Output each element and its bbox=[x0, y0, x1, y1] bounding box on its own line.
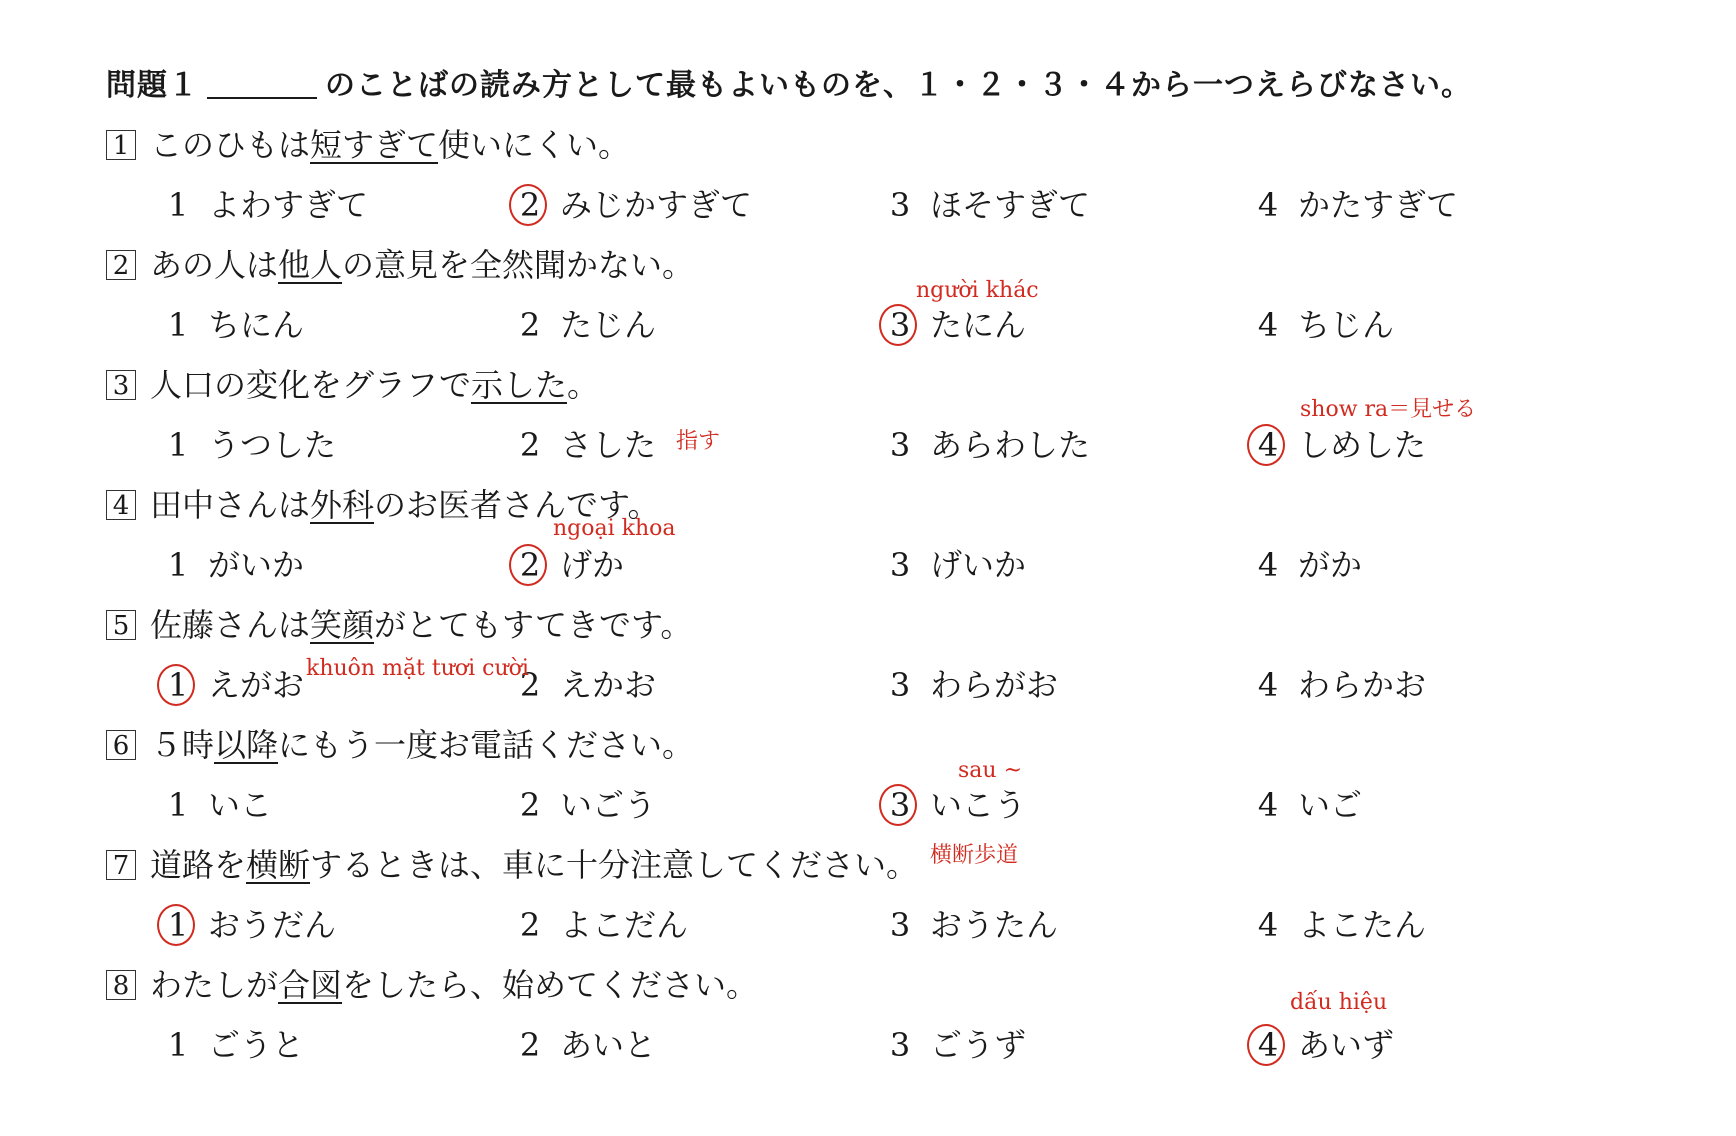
option-number: 1 bbox=[167, 546, 189, 584]
question-stem bbox=[106, 840, 918, 886]
question-number: 1 bbox=[106, 130, 136, 160]
answer-option-4[interactable] bbox=[1250, 660, 1426, 706]
answer-option-4[interactable] bbox=[1250, 1020, 1394, 1066]
option-text: あいと bbox=[560, 1026, 657, 1064]
option-number: 2 bbox=[519, 426, 541, 464]
option-text: かたすぎて bbox=[1298, 186, 1459, 224]
answer-option-2[interactable] bbox=[512, 180, 752, 226]
question-number: 3 bbox=[106, 370, 136, 400]
option-text: ほそすぎて bbox=[930, 186, 1091, 224]
answer-option-4[interactable] bbox=[1250, 900, 1426, 946]
answer-option-3[interactable] bbox=[882, 1020, 1026, 1066]
option-text: みじかすぎて bbox=[560, 186, 753, 224]
option-text: おうだん bbox=[208, 906, 337, 944]
stem-text-before: 佐藤さんは bbox=[150, 606, 311, 644]
question-stem bbox=[106, 960, 758, 1006]
option-number: 3 bbox=[889, 666, 911, 704]
option-text: ちじん bbox=[1298, 306, 1395, 344]
question-stem bbox=[106, 120, 630, 166]
selected-option-number: 3 bbox=[882, 785, 918, 825]
question-number: 4 bbox=[106, 490, 136, 520]
answer-option-1[interactable] bbox=[160, 180, 368, 226]
option-number: 2 bbox=[519, 306, 541, 344]
option-text: あいず bbox=[1298, 1026, 1395, 1064]
handwritten-note-q3a: 指す bbox=[676, 429, 721, 454]
underlined-word: 外科 bbox=[310, 486, 375, 524]
handwritten-note-q4: ngoại khoa bbox=[553, 516, 676, 541]
stem-text-before: 道路を bbox=[150, 846, 247, 884]
selected-option-number: 4 bbox=[1250, 1025, 1286, 1065]
option-text: ごうと bbox=[208, 1026, 305, 1064]
option-number: 1 bbox=[167, 1026, 189, 1064]
answer-option-4[interactable] bbox=[1250, 180, 1458, 226]
option-text: おうたん bbox=[930, 906, 1059, 944]
option-text: ごうず bbox=[930, 1026, 1027, 1064]
option-number: 2 bbox=[519, 1026, 541, 1064]
answer-option-1[interactable] bbox=[160, 900, 336, 946]
answer-option-2[interactable] bbox=[512, 780, 656, 826]
answer-option-1[interactable] bbox=[160, 540, 304, 586]
question-stem bbox=[106, 600, 692, 646]
answer-option-3[interactable] bbox=[882, 420, 1090, 466]
underlined-word: 合図 bbox=[278, 966, 343, 1004]
selected-option-number: 1 bbox=[160, 665, 196, 705]
instruction-text: のことばの読み方として最もよいものを、１・２・３・４から一つえらびなさい。 bbox=[325, 68, 1472, 103]
handwritten-note-q7: 横断歩道 bbox=[930, 843, 1019, 868]
stem-text-after: にもう一度お電話ください。 bbox=[278, 726, 695, 764]
stem-text-after: の意見を全然聞かない。 bbox=[342, 246, 695, 284]
stem-text-before: このひもは bbox=[150, 126, 311, 164]
option-text: いこ bbox=[208, 786, 273, 824]
option-number: 1 bbox=[167, 306, 189, 344]
selected-option-number: 4 bbox=[1250, 425, 1286, 465]
answer-option-1[interactable] bbox=[160, 1020, 304, 1066]
option-text: うつした bbox=[208, 426, 337, 464]
answer-option-1[interactable] bbox=[160, 300, 304, 346]
stem-text-before: 人口の変化をグラフで bbox=[150, 366, 471, 404]
stem-text-after: がとてもすてきです。 bbox=[374, 606, 693, 644]
question-number: 8 bbox=[106, 970, 136, 1000]
option-text: たじん bbox=[560, 306, 657, 344]
answer-option-2[interactable] bbox=[512, 540, 624, 586]
option-text: よわすぎて bbox=[208, 186, 369, 224]
answer-option-3[interactable] bbox=[882, 780, 1026, 826]
option-number: 3 bbox=[889, 1026, 911, 1064]
answer-option-3[interactable] bbox=[882, 180, 1090, 226]
answer-option-3[interactable] bbox=[882, 660, 1058, 706]
option-text: よこたん bbox=[1298, 906, 1427, 944]
selected-option-number: 1 bbox=[160, 905, 196, 945]
answer-option-2[interactable] bbox=[512, 420, 656, 466]
question-stem bbox=[106, 720, 694, 766]
option-text: いこう bbox=[930, 786, 1027, 824]
answer-option-1[interactable] bbox=[160, 420, 336, 466]
underlined-word: 他人 bbox=[278, 246, 343, 284]
stem-text-before: 田中さんは bbox=[150, 486, 311, 524]
option-number: 4 bbox=[1257, 186, 1279, 224]
option-number: 2 bbox=[519, 786, 541, 824]
option-number: 4 bbox=[1257, 306, 1279, 344]
instructions-heading bbox=[106, 60, 1472, 104]
stem-text-after: のお医者さんです。 bbox=[374, 486, 660, 524]
option-text: がか bbox=[1298, 546, 1363, 584]
answer-option-4[interactable] bbox=[1250, 540, 1362, 586]
option-number: 1 bbox=[167, 426, 189, 464]
question-stem bbox=[106, 360, 599, 406]
stem-text-after: 。 bbox=[566, 366, 599, 404]
stem-text-after: 使いにくい。 bbox=[438, 126, 631, 164]
underlined-word: 以降 bbox=[214, 726, 279, 764]
underlined-word: 横断 bbox=[246, 846, 311, 884]
underlined-word: 短すぎて bbox=[310, 126, 439, 164]
question-stem bbox=[106, 240, 694, 286]
option-text: いご bbox=[1298, 786, 1363, 824]
stem-text-after: するときは、車に十分注意してください。 bbox=[310, 846, 919, 884]
handwritten-note-q5: khuôn mặt tươi cười bbox=[306, 656, 529, 681]
option-number: 1 bbox=[167, 186, 189, 224]
underlined-word: 示した bbox=[470, 366, 567, 404]
option-number: 2 bbox=[519, 666, 541, 704]
selected-option-number: 2 bbox=[512, 185, 548, 225]
answer-option-2[interactable] bbox=[512, 1020, 656, 1066]
option-text: しめした bbox=[1298, 426, 1427, 464]
option-number: 3 bbox=[889, 546, 911, 584]
option-text: わらかお bbox=[1298, 666, 1427, 704]
option-number: 1 bbox=[167, 786, 189, 824]
answer-option-3[interactable] bbox=[882, 300, 1026, 346]
answer-option-3[interactable] bbox=[882, 540, 1026, 586]
option-number: 2 bbox=[519, 906, 541, 944]
option-number: 4 bbox=[1257, 786, 1279, 824]
question-number: 6 bbox=[106, 730, 136, 760]
option-text: よこだん bbox=[560, 906, 689, 944]
option-number: 4 bbox=[1257, 546, 1279, 584]
option-text: たにん bbox=[930, 306, 1027, 344]
handwritten-note-q6: sau ~ bbox=[958, 758, 1023, 783]
selected-option-number: 2 bbox=[512, 545, 548, 585]
option-number: 3 bbox=[889, 186, 911, 224]
option-number: 4 bbox=[1257, 906, 1279, 944]
stem-text-before: ５時 bbox=[150, 726, 215, 764]
answer-option-1[interactable] bbox=[160, 780, 272, 826]
option-number: 4 bbox=[1257, 666, 1279, 704]
stem-text-before: わたしが bbox=[150, 966, 279, 1004]
option-text: あらわした bbox=[930, 426, 1091, 464]
handwritten-note-q3b: show ra＝見せる bbox=[1300, 397, 1477, 422]
handwritten-note-q8: dấu hiệu bbox=[1290, 990, 1388, 1015]
option-text: がいか bbox=[208, 546, 305, 584]
option-text: さした bbox=[560, 426, 657, 464]
answer-option-4[interactable] bbox=[1250, 300, 1394, 346]
handwritten-note-q2: người khác bbox=[916, 278, 1039, 303]
answer-option-1[interactable] bbox=[160, 660, 304, 706]
option-text: えがお bbox=[208, 666, 305, 704]
answer-option-2[interactable] bbox=[512, 660, 656, 706]
answer-option-4[interactable] bbox=[1250, 780, 1362, 826]
underlined-word: 笑顔 bbox=[310, 606, 375, 644]
blank-line bbox=[207, 96, 317, 99]
option-text: ちにん bbox=[208, 306, 305, 344]
stem-text-after: をしたら、始めてください。 bbox=[342, 966, 759, 1004]
option-text: えかお bbox=[560, 666, 657, 704]
question-number: 7 bbox=[106, 850, 136, 880]
answer-option-3[interactable] bbox=[882, 900, 1058, 946]
question-number: 2 bbox=[106, 250, 136, 280]
option-text: わらがお bbox=[930, 666, 1059, 704]
answer-option-4[interactable] bbox=[1250, 420, 1426, 466]
question-number: 5 bbox=[106, 610, 136, 640]
answer-option-2[interactable] bbox=[512, 900, 688, 946]
option-number: 3 bbox=[889, 426, 911, 464]
option-text: いごう bbox=[560, 786, 657, 824]
answer-option-2[interactable] bbox=[512, 300, 656, 346]
selected-option-number: 3 bbox=[882, 305, 918, 345]
problem-label: 問題１ bbox=[106, 68, 199, 103]
option-text: げか bbox=[560, 546, 625, 584]
option-text: げいか bbox=[930, 546, 1027, 584]
stem-text-before: あの人は bbox=[150, 246, 279, 284]
option-number: 3 bbox=[889, 906, 911, 944]
